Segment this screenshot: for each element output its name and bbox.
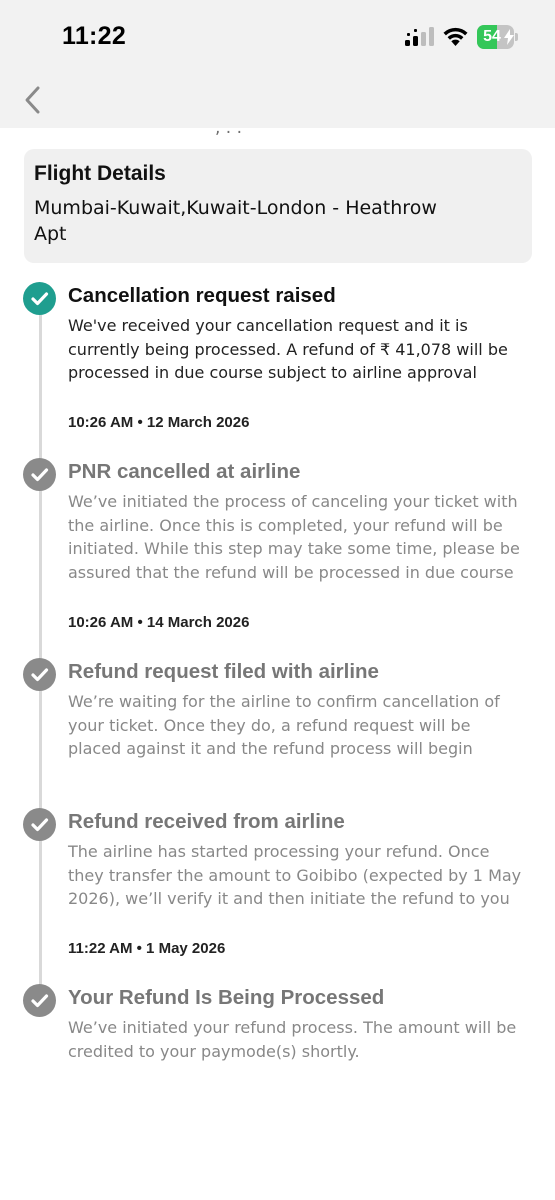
charging-bolt-icon (504, 29, 514, 45)
cellular-signal-icon (405, 27, 435, 47)
check-circle-icon (23, 658, 56, 691)
step-title: Cancellation request raised (68, 284, 336, 307)
check-circle-icon (23, 282, 56, 315)
step-description: We’ve initiated the process of canceling your ticket with the airline. Once this is completed, your refund will be initiated. While this step may take some time, please be assured that the refund will be processed in due course (68, 492, 520, 582)
step-description: We’ve initiated your refund process. The amount will be credited to your paymode(s) shortly. (68, 1018, 517, 1061)
check-circle-icon (23, 458, 56, 491)
flight-details-card (24, 149, 532, 263)
wifi-icon (442, 26, 469, 47)
flight-details-title: Flight Details (34, 162, 166, 185)
step-title: PNR cancelled at airline (68, 460, 301, 483)
timeline-connector (39, 288, 42, 988)
check-circle-icon (23, 808, 56, 841)
step-timestamp: 10:26 AM • 14 March 2026 (68, 614, 250, 631)
step-timestamp: 11:22 AM • 1 May 2026 (68, 940, 226, 957)
step-title: Your Refund Is Being Processed (68, 986, 385, 1009)
nav-header (0, 78, 555, 128)
status-bar (0, 0, 555, 78)
step-description: The airline has started processing your refund. Once they transfer the amount to Goibibo (expected by 1 May 2026), we’ll verify it and then initiate the refund to you (68, 842, 522, 908)
step-description: We’re waiting for the airline to confirm cancellation of your ticket. Once they do, a refund request will be placed against it and the refund process will begin (68, 692, 500, 758)
step-timestamp: 10:26 AM • 12 March 2026 (68, 414, 250, 431)
flight-route: Mumbai-Kuwait,Kuwait-London - Heathrow Apt (34, 197, 437, 245)
battery-level: 54 (483, 28, 501, 45)
back-chevron-icon[interactable] (20, 82, 48, 118)
check-circle-icon (23, 984, 56, 1017)
step-description: We've received your cancellation request and it is currently being processed. A refund of ₹ 41,078 will be processed in due course subject to airline approval (68, 316, 508, 382)
step-title: Refund received from airline (68, 810, 345, 833)
clipped-text: , . . (215, 128, 243, 138)
step-title: Refund request filed with airline (68, 660, 379, 683)
status-time: 11:22 (62, 22, 127, 50)
content-area[interactable] (0, 128, 555, 1200)
battery-icon (477, 25, 519, 49)
